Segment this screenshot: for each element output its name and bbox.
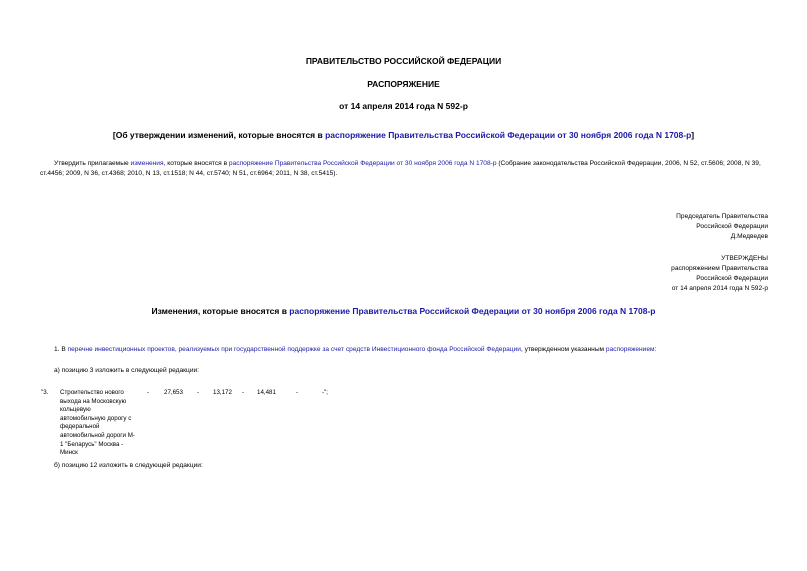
changes-title-link[interactable]: распоряжение Правительства Российской Федерации от 30 ноября 2006 года N 1708-р xyxy=(289,306,656,316)
intro-text-2: , которые вносятся в xyxy=(163,160,229,167)
item-1-link-list[interactable]: перечне инвестиционных проектов, реализуемых при государственной поддержке за счет средств Инвестиционного фонда Российской Федерации xyxy=(67,346,521,353)
table-cell-6: 14,481 xyxy=(257,389,276,396)
table-cell-4: 13,172 xyxy=(213,389,232,396)
title-close: ] xyxy=(691,130,695,140)
changes-title xyxy=(0,306,807,316)
document-title xyxy=(0,130,807,140)
approved-block xyxy=(568,254,768,294)
table-cell-7: - xyxy=(296,389,299,396)
approved-line-2: распоряжением Правительства xyxy=(671,265,768,272)
name-line: автомобильной дороги М- xyxy=(60,431,135,439)
item-1 xyxy=(54,345,774,355)
name-line: выхода на Московскую xyxy=(60,397,127,405)
item-1-text-2: , утвержденном указанным xyxy=(520,346,606,353)
intro-link-changes[interactable]: изменения xyxy=(130,160,164,167)
name-line: Минск xyxy=(60,449,78,457)
signature-block xyxy=(568,212,768,242)
name-line: кольцевую xyxy=(60,406,91,414)
table-cell-3: - xyxy=(197,389,200,396)
intro-text-3: (Собрание законодательства Российской Федерации, 2006, N 52, ст.5606; 2008, N 39, ст.4456; 2009, N 36, ст.4368; 2010, N 13, ст.1518; N 44, ст.5740; N 51, ст.6964; 2011, N 38, ст.5415). xyxy=(40,160,761,177)
name-line: автомобильную дорогу с xyxy=(60,414,132,422)
intro-paragraph xyxy=(40,159,770,179)
signature-line-1: Председатель Правительства xyxy=(676,213,768,220)
approved-line-3: Российской Федерации xyxy=(696,275,768,282)
approved-line-1: УТВЕРЖДЕНЫ xyxy=(721,255,768,262)
table-cell-1: - xyxy=(147,389,150,396)
date-number-heading: от 14 апреля 2014 года N 592-р xyxy=(339,101,468,111)
item-1-link-order[interactable]: распоряжением xyxy=(605,346,655,353)
signature-line-3: Д.Медведев xyxy=(730,233,768,240)
sub-item-b: б) позицию 12 изложить в следующей редакции: xyxy=(54,462,203,469)
table-cell-name xyxy=(60,389,150,458)
intro-link-order[interactable]: распоряжение Правительства Российской Федерации от 30 ноября 2006 года N 1708-р xyxy=(228,160,497,167)
name-line: Строительство нового xyxy=(60,389,124,396)
title-link[interactable]: распоряжение Правительства Российской Федерации от 30 ноября 2006 года N 1708-р xyxy=(325,130,692,140)
sub-item-a: а) позицию 3 изложить в следующей редакции: xyxy=(54,367,200,374)
table-cell-5: - xyxy=(242,389,245,396)
title-open: [Об утверждении изменений, которые вносятся в xyxy=(112,130,326,140)
item-1-text-1: 1. В xyxy=(54,346,68,353)
table-cell-2: 27,653 xyxy=(164,389,183,396)
name-line: федеральной xyxy=(60,423,100,431)
doc-type-heading: РАСПОРЯЖЕНИЕ xyxy=(367,79,440,89)
signature-line-2: Российской Федерации xyxy=(696,223,768,230)
changes-title-text: Изменения, которые вносятся в xyxy=(151,306,290,316)
table-cell-num: "3. xyxy=(41,389,49,396)
name-line: 1 "Беларусь" Москва - xyxy=(60,440,124,448)
intro-text-1: Утвердить прилагаемые xyxy=(54,160,131,167)
item-1-text-3: : xyxy=(654,346,657,353)
approved-line-4: от 14 апреля 2014 года N 592-р xyxy=(671,285,768,292)
table-cell-8: -"; xyxy=(322,389,328,396)
org-heading: ПРАВИТЕЛЬСТВО РОССИЙСКОЙ ФЕДЕРАЦИИ xyxy=(305,56,502,66)
